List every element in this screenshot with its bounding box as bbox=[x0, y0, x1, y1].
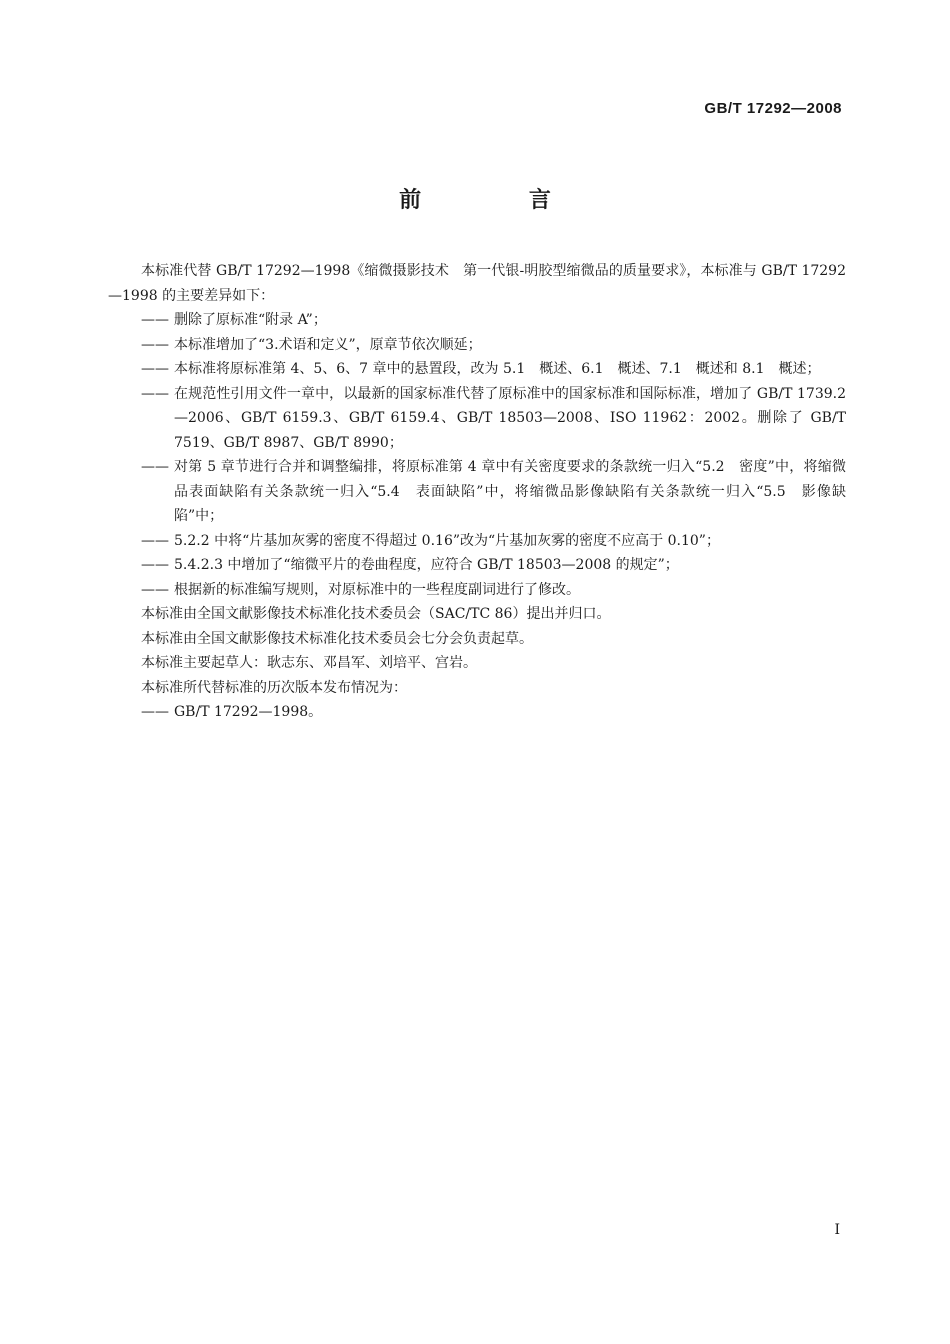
list-dash: —— bbox=[141, 557, 169, 573]
list-item-text: 5.2.2 中将“片基加灰雾的密度不得超过 0.16”改为“片基加灰雾的密度不应高于 0.10”； bbox=[174, 532, 720, 549]
list-dash: —— bbox=[141, 532, 169, 549]
history-item-text: GB/T 17292—1998。 bbox=[174, 704, 323, 720]
list-item bbox=[108, 357, 846, 382]
intro-paragraph: 本标准代替 GB/T 17292—1998《缩微摄影技术 第一代银-明胶型缩微品的质量要求》，本标准与 GB/T 17292—1998 的主要差异如下： bbox=[108, 263, 846, 304]
list-dash: —— bbox=[141, 361, 169, 377]
list-item-text: 本标准增加了“3.术语和定义”，原章节依次顺延； bbox=[174, 336, 482, 353]
page-title: 前 言 bbox=[399, 188, 601, 213]
list-item-text: 本标准将原标准第 4、5、6、7 章中的悬置段，改为 5.1 概述、6.1 概述、7.1 概述和 8.1 概述； bbox=[174, 361, 821, 377]
drafters-paragraph: 本标准主要起草人：耿志东、邓昌军、刘培平、宫岩。 bbox=[141, 655, 477, 671]
list-item-text: 5.4.2.3 中增加了“缩微平片的卷曲程度，应符合 GB/T 18503—2008 的规定”； bbox=[174, 557, 679, 573]
preface-body bbox=[108, 259, 846, 725]
list-dash: —— bbox=[141, 704, 169, 720]
list-dash: —— bbox=[141, 581, 169, 598]
history-intro-paragraph: 本标准所代替标准的历次版本发布情况为： bbox=[141, 679, 407, 696]
list-item bbox=[108, 553, 846, 578]
page-number: I bbox=[834, 1222, 840, 1238]
proposer-paragraph: 本标准由全国文献影像技术标准化技术委员会（SAC/TC 86）提出并归口。 bbox=[141, 606, 611, 622]
list-item bbox=[108, 382, 846, 456]
list-item bbox=[108, 578, 846, 603]
list-item-text: 对第 5 章节进行合并和调整编排，将原标准第 4 章中有关密度要求的条款统一归入“5.2 密度”中，将缩微品表面缺陷有关条款统一归入“5.4 表面缺陷”中，将缩微品影像缺陷有关条款统一归入“5.5 影像缺陷”中； bbox=[174, 459, 846, 524]
list-item-text: 在规范性引用文件一章中，以最新的国家标准代替了原标准中的国家标准和国际标准，增加了 GB/T 1739.2—2006、GB/T 6159.3、GB/T 6159.4、GB/T 18503—2008、ISO 11962：2002。删除了 GB/T 7519、GB/T 8987、GB/T 8990； bbox=[174, 385, 846, 451]
list-item-text: 删除了原标准“附录 A”； bbox=[174, 312, 327, 328]
list-item bbox=[108, 333, 846, 358]
list-dash: —— bbox=[141, 459, 169, 475]
list-item bbox=[108, 455, 846, 529]
drafter-org-paragraph: 本标准由全国文献影像技术标准化技术委员会七分会负责起草。 bbox=[141, 630, 533, 647]
list-item bbox=[108, 529, 846, 554]
list-dash: —— bbox=[141, 385, 169, 402]
standard-code: GB/T 17292—2008 bbox=[704, 100, 842, 117]
list-dash: —— bbox=[141, 336, 169, 353]
list-item bbox=[108, 308, 846, 333]
list-dash: —— bbox=[141, 312, 169, 328]
history-item bbox=[108, 700, 846, 725]
list-item-text: 根据新的标准编写规则，对原标准中的一些程度副词进行了修改。 bbox=[174, 581, 580, 598]
